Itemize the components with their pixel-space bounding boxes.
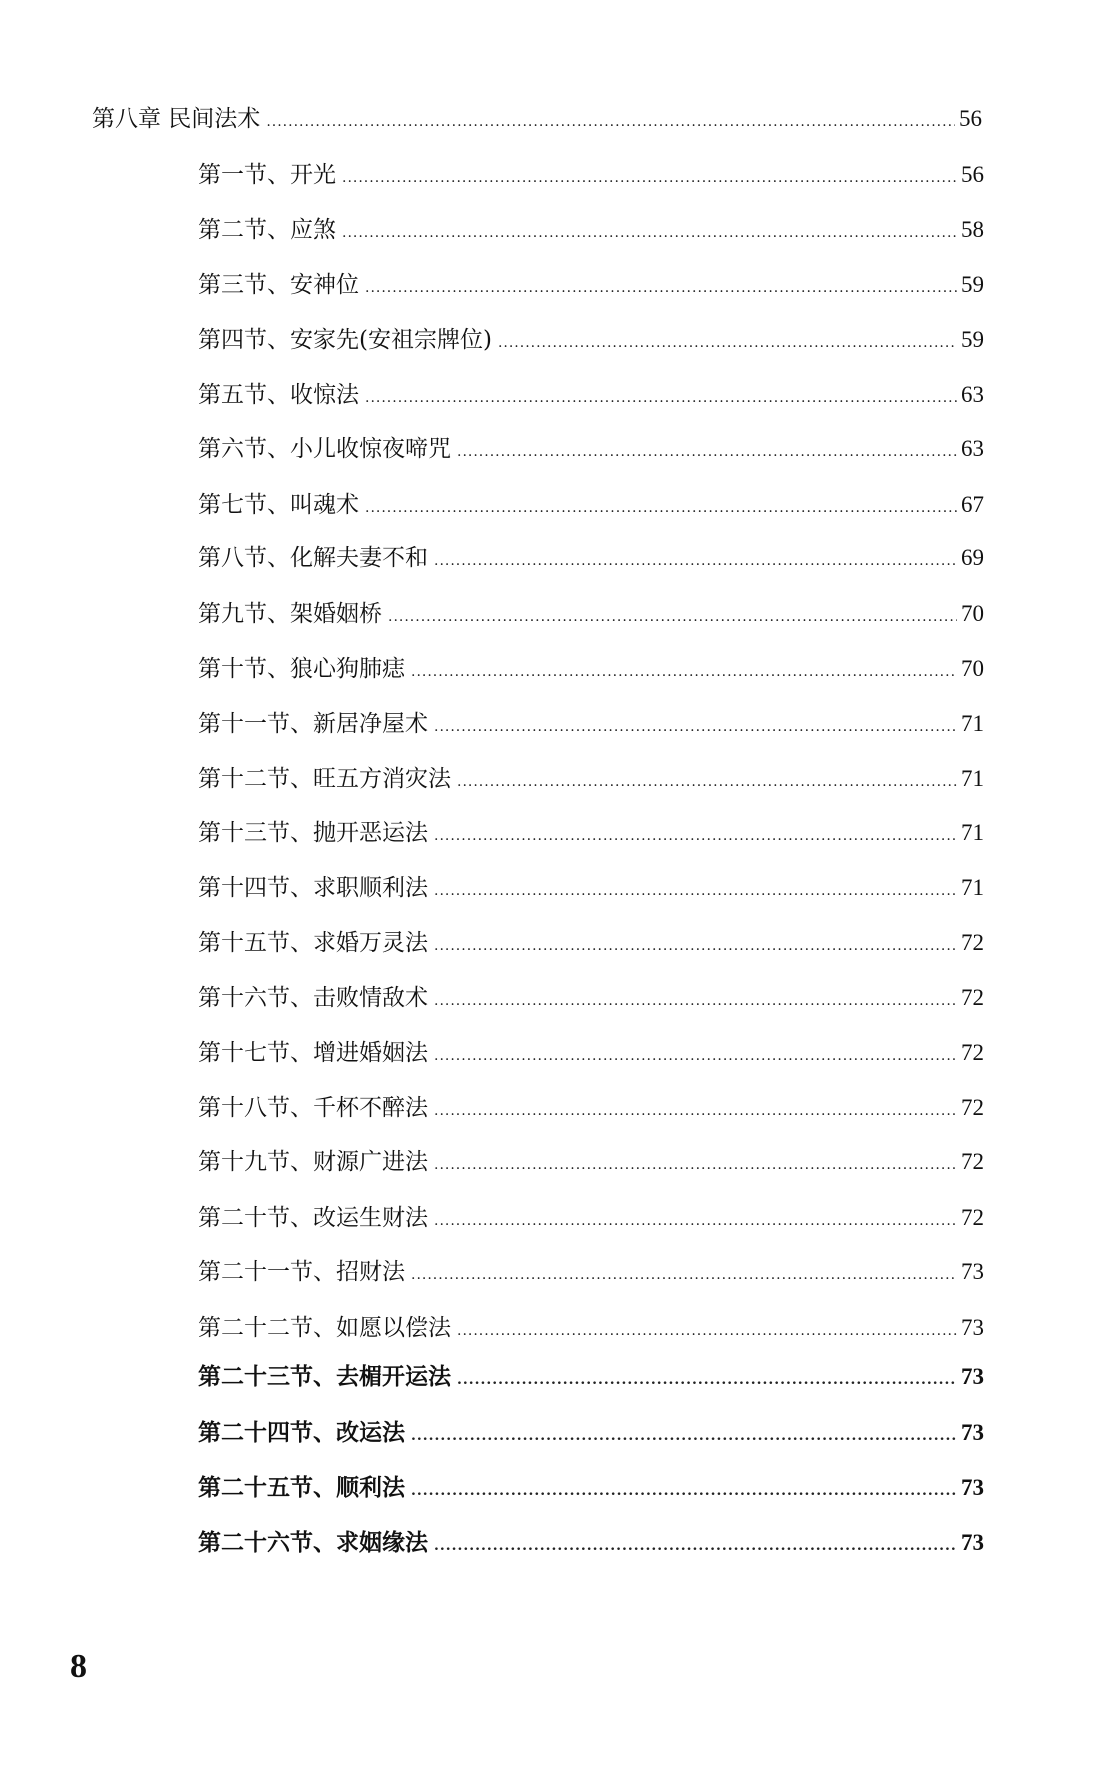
section-title: 第二十一节、招财法 [198, 1259, 405, 1285]
section-title: 第四节、安家先(安祖宗牌位) [198, 327, 492, 353]
dot-leader [434, 876, 957, 906]
section-title: 第十四节、求职顺利法 [198, 875, 428, 901]
toc-chapter-entry [92, 104, 982, 137]
toc-entry [198, 873, 984, 906]
dot-leader [411, 1476, 957, 1506]
dot-leader [434, 986, 957, 1016]
toc-entry [198, 928, 984, 961]
section-page: 56 [961, 162, 984, 187]
toc-entry [198, 490, 984, 523]
dot-leader [434, 1096, 957, 1126]
dot-leader [434, 931, 957, 961]
section-page: 59 [961, 327, 984, 352]
section-page: 73 [961, 1259, 984, 1284]
toc-entry [198, 215, 984, 248]
toc-entry [198, 1313, 984, 1346]
section-page: 72 [961, 1095, 984, 1120]
section-title: 第一节、开光 [198, 162, 336, 188]
section-title: 第二十二节、如愿以偿法 [198, 1315, 451, 1341]
section-page: 72 [961, 985, 984, 1010]
chapter-title: 第八章 民间法术 [92, 106, 261, 132]
dot-leader [434, 1206, 957, 1236]
dot-leader [434, 1150, 957, 1180]
section-title: 第十三节、抛开恶运法 [198, 820, 428, 846]
section-page: 63 [961, 436, 984, 461]
section-title: 第十节、狼心狗肺痣 [198, 656, 405, 682]
dot-leader [434, 1531, 957, 1561]
section-title: 第三节、安神位 [198, 272, 359, 298]
dot-leader [457, 767, 957, 797]
section-title: 第十一节、新居净屋术 [198, 711, 428, 737]
section-title: 第七节、叫魂术 [198, 492, 359, 518]
dot-leader [411, 1421, 957, 1451]
toc-entry [198, 1147, 984, 1180]
section-page: 71 [961, 875, 984, 900]
section-page: 67 [961, 492, 984, 517]
toc-entry [198, 599, 984, 632]
toc-entry [198, 1528, 984, 1561]
section-title: 第二十三节、去楣开运法 [198, 1363, 451, 1390]
toc-entry [198, 543, 984, 576]
section-page: 73 [961, 1420, 984, 1445]
toc-entry [198, 1093, 984, 1126]
toc-entry [198, 764, 984, 797]
section-title: 第二十六节、求姻缘法 [198, 1529, 428, 1556]
toc-entry [198, 654, 984, 687]
dot-leader [365, 273, 957, 303]
section-title: 第十二节、旺五方消灾法 [198, 766, 451, 792]
dot-leader [411, 657, 957, 687]
section-page: 70 [961, 601, 984, 626]
dot-leader [411, 1260, 957, 1290]
toc-entry [198, 434, 984, 467]
section-page: 58 [961, 217, 984, 242]
section-page: 73 [961, 1315, 984, 1340]
toc-entry [198, 1038, 984, 1071]
dot-leader [434, 821, 957, 851]
section-title: 第十六节、击败情敌术 [198, 985, 428, 1011]
dot-leader [342, 218, 957, 248]
dot-leader [266, 107, 955, 137]
toc-entry [198, 270, 984, 303]
chapter-page: 56 [959, 106, 982, 131]
section-page: 69 [961, 545, 984, 570]
dot-leader [365, 383, 957, 413]
section-title: 第十五节、求婚万灵法 [198, 930, 428, 956]
section-title: 第十八节、千杯不醉法 [198, 1095, 428, 1121]
toc-entry [198, 160, 984, 193]
section-page: 72 [961, 1040, 984, 1065]
dot-leader [434, 546, 957, 576]
section-title: 第八节、化解夫妻不和 [198, 545, 428, 571]
toc-entry [198, 1203, 984, 1236]
section-page: 59 [961, 272, 984, 297]
toc-entry [198, 1418, 984, 1451]
dot-leader [457, 1365, 957, 1395]
section-title: 第五节、收惊法 [198, 382, 359, 408]
section-title: 第十七节、增进婚姻法 [198, 1040, 428, 1066]
dot-leader [388, 602, 957, 632]
section-title: 第二节、应煞 [198, 217, 336, 243]
toc-entry [198, 325, 984, 358]
section-page: 73 [961, 1364, 984, 1389]
dot-leader [342, 163, 957, 193]
toc-entry [198, 709, 984, 742]
section-page: 72 [961, 930, 984, 955]
toc-entry [198, 1473, 984, 1506]
section-page: 72 [961, 1205, 984, 1230]
dot-leader [434, 712, 957, 742]
section-page: 70 [961, 656, 984, 681]
dot-leader [434, 1041, 957, 1071]
section-page: 71 [961, 711, 984, 736]
dot-leader [365, 493, 957, 523]
section-page: 71 [961, 820, 984, 845]
section-page: 63 [961, 382, 984, 407]
section-page: 73 [961, 1530, 984, 1555]
toc-entry [198, 380, 984, 413]
section-title: 第二十五节、顺利法 [198, 1474, 405, 1501]
section-page: 72 [961, 1149, 984, 1174]
dot-leader [498, 328, 957, 358]
section-title: 第九节、架婚姻桥 [198, 601, 382, 627]
section-title: 第十九节、财源广进法 [198, 1149, 428, 1175]
page-number: 8 [70, 1648, 87, 1685]
toc-entry [198, 983, 984, 1016]
section-page: 73 [961, 1475, 984, 1500]
dot-leader [457, 437, 957, 467]
toc-entry [198, 818, 984, 851]
section-page: 71 [961, 766, 984, 791]
toc-entry [198, 1257, 984, 1290]
section-title: 第六节、小儿收惊夜啼咒 [198, 436, 451, 462]
section-title: 第二十节、改运生财法 [198, 1205, 428, 1231]
section-title: 第二十四节、改运法 [198, 1419, 405, 1446]
dot-leader [457, 1316, 957, 1346]
toc-entry [198, 1362, 984, 1395]
